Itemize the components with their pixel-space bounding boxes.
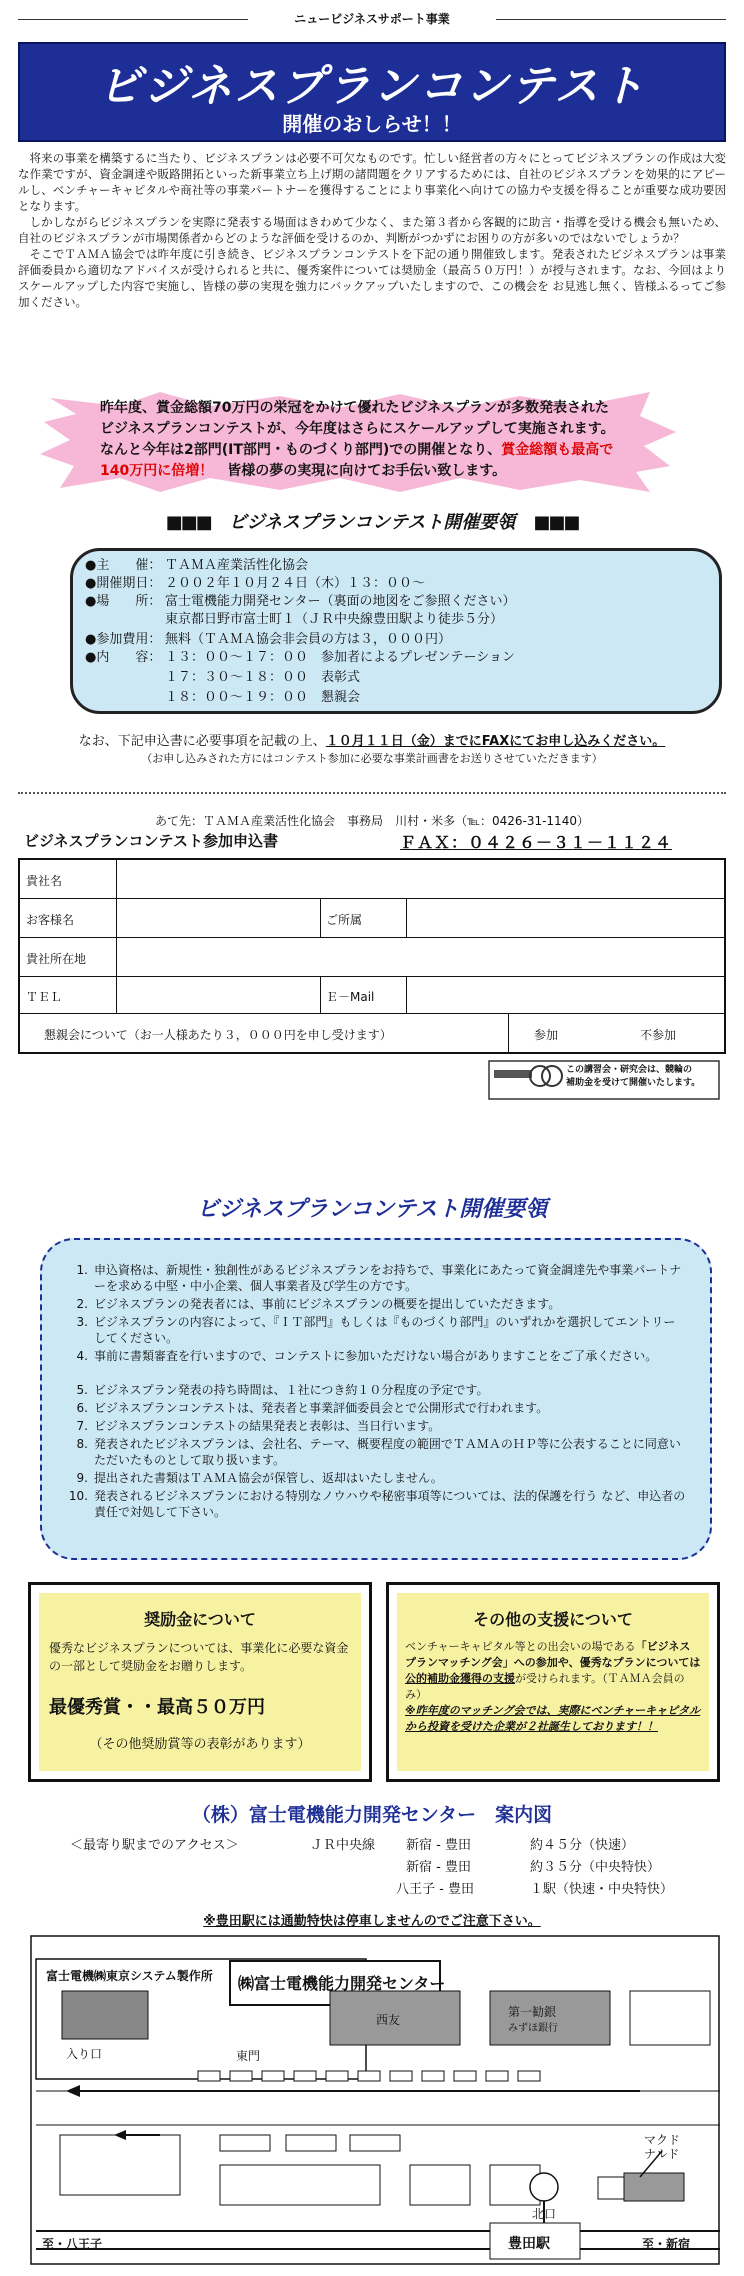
highlight-line3a: なんと今年は2部門(IT部門・ものづくり部門)での開催となり、 [100,442,502,458]
info-fee: 無料（ＴＡＭＡ協会非会員の方は３，０００円） [165,632,452,647]
input-location[interactable] [116,938,117,976]
rule-text: ビジネスプランの発表者には、事前にビジネスプランの概要を提出していただきます。 [94,1297,561,1311]
map-shinjuku: 至・新宿 [642,2237,691,2251]
event-info-box [70,548,722,714]
rule-number: 10. [68,1489,88,1503]
map-northexit: 北口 [532,2207,557,2221]
rule-right [496,19,726,20]
top-label [18,8,726,30]
map-factory: 富士電機㈱東京システム製作所 [46,1969,213,1983]
rule-number: 2. [76,1297,88,1311]
highlight-line3b: 賞金総額も最高で [501,442,614,458]
subsidy-note-line1: この講習会・研究会は、競輪の [566,1065,693,1075]
map-center: ㈱富士電機能力開発センター [238,1974,446,1993]
option-absent[interactable]: 不参加 [640,1028,677,1042]
divider-email [320,977,321,1013]
intro-text [18,150,726,310]
highlight-line4a: 140万円に倍増！ [100,463,214,479]
section1-heading [18,508,726,538]
route1-stations: 新宿 - 豊田 [406,1838,471,1853]
info-content3: １８：００～１９：００ 懇親会 [165,690,361,705]
info-host-label: ●主 催： [85,558,162,573]
input-dept[interactable] [406,899,407,937]
title-banner [18,42,726,142]
form-row-customer [20,899,724,938]
rule-text: ビジネスプランコンテストの結果発表と表彰は、当日行います。 [94,1419,441,1433]
support-b5: ※昨年度のマッチング会では、実際にベンチャーキャピタルから投資を受けた企業が２社誕生しております！！ [405,1704,701,1733]
info-content1: １３：００～１７：００ 参加者によるプレゼンテーション [165,650,515,665]
prize-inner [39,1593,361,1771]
form-row-tel [20,977,724,1014]
rules-box [40,1238,712,1560]
input-email[interactable] [406,977,407,1013]
input-customer[interactable] [116,899,117,937]
address-people: 川村・米多（℡：0426-31-1140） [395,814,589,828]
prize-box [28,1582,372,1782]
info-host: ＴＡＭＡ産業活性化協会 [165,558,309,573]
notice-lead: なお、下記申込書に必要事項を記載の上、 [78,734,326,749]
rule-text: 発表されるビジネスプランにおける特別なノウハウや秘密事項等については、法的保護を行う など、申込者の責任で対処して下さい。 [94,1489,686,1519]
divider-party [508,1014,509,1052]
prize-body: 優秀なビジネスプランについては、事業化に必要な資金の一部として奨励金をお贈りします。 [49,1641,349,1673]
info-content-label: ●内 容： [85,650,162,665]
rule-number: 4. [76,1349,88,1363]
prize-note: （その他奨励賞等の表彰があります） [89,1737,311,1752]
support-b2: 「ビジネスプランマッチング会」への参加や、優秀なプランについては [405,1640,701,1669]
subsidy-note [566,1064,700,1090]
highlight-line1: 昨年度、賞金総額70万円の栄冠をかけて優れたビジネスプランが多数発表された [100,400,610,416]
rule-text: ビジネスプランの内容によって、『ＩＴ部門』もしくは『ものづくり部門』のいずれかを選択してエントリーしてください。 [94,1315,676,1345]
rule-text: ビジネスプラン発表の持ち時間は、１社につき約１０分程度の予定です。 [94,1383,489,1397]
highlight-line4 [100,461,660,482]
info-place2: 東京都日野市富士町１（ＪＲ中央線豊田駅より徒歩５分） [165,612,504,627]
subsidy-note-line2: 補助金を受けて開催いたします。 [566,1078,701,1088]
label-dept: ご所属 [326,913,363,927]
fax-number: ＦＡＸ：０４２６－３１－１１２４ [400,833,673,852]
rule-text: 申込資格は、新規性・独創性があるビジネスプランをお持ちで、事業化にあたって資金調達先や事業パートナーを求める中堅・中小企業、個人事業者及び学生の方です。 [94,1263,682,1293]
support-b3: 公的補助金獲得の支援 [405,1672,515,1685]
route2-stations: 新宿 - 豊田 [406,1860,471,1875]
label-party: 懇親会について（お一人様あたり３，０００円を申し受けます） [44,1028,392,1042]
rule-number: 1. [76,1263,88,1277]
section1-title: ビジネスプランコンテスト開催要領 [228,512,516,533]
input-company[interactable] [116,860,117,898]
support-box [386,1582,720,1782]
map-entrance: 入り口 [66,2047,103,2061]
info-place1: 富士電機能力開発センター（裏面の地図をご参照ください） [165,594,516,609]
header-label: ニュービジネスサポート事業 [294,12,450,26]
form-row-location [20,938,724,977]
rule-text: 事前に書類審査を行いますので、コンテストに参加いただけない場合がありますことをご了承ください。 [94,1349,658,1363]
rule-text: ビジネスプランコンテストは、発表者と事業評価委員会とで公開形式で行われます。 [94,1401,549,1415]
route2-time: 約３５分（中央特快） [530,1860,661,1875]
route3-stations: 八王子 - 豊田 [396,1882,474,1897]
map-title: （株）富士電機能力開発センター 案内図 [191,1804,553,1826]
label-customer: お客様名 [26,913,75,927]
prize-title: 奨励金について [144,1610,256,1629]
support-b4: が受けられます。（ＴＡＭＡ会員のみ） [405,1672,685,1701]
express-warning [18,1910,726,1929]
map-mcd1: マクド [644,2133,681,2147]
info-fee-label: ●参加費用： [85,632,162,647]
banner-title: ビジネスプランコンテスト [97,61,647,112]
label-tel: ＴＥＬ [26,990,63,1004]
map-mcd2: ナルド [644,2147,680,2161]
info-date-label: ●開催期日： [85,576,162,591]
form-row-company [20,860,724,899]
prize-amount: 最優秀賞・・最高５０万円 [49,1697,265,1718]
support-inner [397,1593,709,1771]
form-row-party [20,1014,724,1052]
info-place-label: ●場 所： [85,594,162,609]
application-form [18,858,726,1054]
map-daiichi: 第一勧銀 [508,2005,557,2019]
rule-text: 提出された書類はＴＡＭＡ協会が保管し、返却はいたしません。 [94,1471,443,1485]
input-tel[interactable] [116,977,117,1013]
info-date: ２００２年１０月２４日（木）１３：００～ [165,576,426,591]
rule-number: 6. [76,1401,88,1415]
rule-number: 7. [76,1419,88,1433]
form-title: ビジネスプランコンテスト参加申込書 [24,832,278,850]
label-email: Ｅ－Mail [326,990,375,1004]
banner-subtitle: 開催のおしらせ！！ [282,112,462,136]
express-warning-text: ※豊田駅には通勤特快は停車しませんのでご注意下さい。 [203,1914,541,1929]
route1-time: 約４５分（快速） [530,1838,635,1853]
route3-time: １駅（快速・中央特快） [530,1882,674,1897]
support-b1: ベンチャーキャピタル等との出会いの場である [405,1640,636,1653]
rule-number: 3. [76,1315,88,1329]
access-label: ＜最寄り駅までのアクセス＞ [70,1838,239,1853]
address-line [18,812,726,829]
rule-number: 8. [76,1437,88,1451]
cut-line [18,792,726,796]
intro-p1: 将来の事業を構築するに当たり、ビジネスプランは必要不可欠なものです。忙しい経営者の方々にとってビジネスプランの作成は大変な作業ですが、資金調達や販路開拓といった新事業立ち上げ期の諸問題をクリアするためには、自社のビジネスプランを効果的にアピールし、ベンチャーキャピタルや商社等の事業パートナーを獲得することにより事業化へ向けての協力や支援を得ることが重要な成功要因となります。 [18,151,726,213]
map-eastgate: 東門 [236,2049,261,2063]
intro-p2: しかしながらビジネスプランを実際に発表する場面はきわめて少なく、また第３者から客観的に助言・指導を受ける機会も無いため、自社のビジネスプランが市場関係者からどのような評価を受けるのか、判断がつかずにお困りの方が多いのではないでしょうか？ [18,215,726,245]
support-body [405,1639,701,1735]
info-content2: １７：３０～１８：００ 表彰式 [165,670,361,685]
address-to: あて先：ＴＡＭＡ産業活性化協会 事務局 [155,814,384,828]
map-nishitomo: 西友 [376,2013,401,2027]
rule-number: 9. [76,1471,88,1485]
rule-number: 5. [76,1383,88,1397]
section2-title: ビジネスプランコンテスト開催要領 [196,1197,548,1222]
support-title: その他の支援について [473,1610,633,1629]
map-hachioji: 至・八王子 [42,2237,103,2251]
deadline-notice [18,730,726,749]
intro-p3: そこでＴＡＭＡ協会では昨年度に引き続き、ビジネスプランコンテストを下記の通り開催致します。発表されたビジネスプランは事業評価委員から適切なアドバイスが受けられると共に、優秀案件については奨励金（最高５０万円！）が授与されます。なお、今回はよりスケールアップした内容で実施し、皆様の夢の実現を強力にバックアップいたしますので、この機会を お見逃し無く、皆様ふるってご参加ください。 [18,247,726,309]
divider-dept [320,899,321,937]
highlight-text [100,398,660,482]
highlight-line3 [100,440,660,461]
highlight-line4b: 皆様の夢の実現に向けてお手伝い致します。 [227,463,507,479]
highlight-line2: ビジネスプランコンテストが、今年度はさらにスケールアップして実施されます。 [100,421,615,437]
label-company: 貴社名 [26,874,63,888]
rule-text: 発表されたビジネスプランは、会社名、テーマ、概要程度の範囲でＴＡＭＡのＨＰ等に公表することに同意いただいたものとして取り扱います。 [94,1437,681,1467]
heading-marks-left: ■■■ [165,512,211,533]
access-map [30,1935,720,2265]
heading-marks-right: ■■■ [533,512,579,533]
option-attend[interactable]: 参加 [534,1028,559,1042]
notice-sub: （お申し込みされた方にはコンテスト参加に必要な事業計画書をお送りさせていただきます） [141,752,603,765]
notice-deadline: １０月１１日（金）までにFAXにてお申し込みください。 [325,734,666,749]
map-station: 豊田駅 [508,2236,550,2252]
access-line: ＪＲ中央線 [310,1838,376,1853]
label-location: 貴社所在地 [26,952,87,966]
map-mizuho: みずほ銀行 [508,2023,558,2034]
